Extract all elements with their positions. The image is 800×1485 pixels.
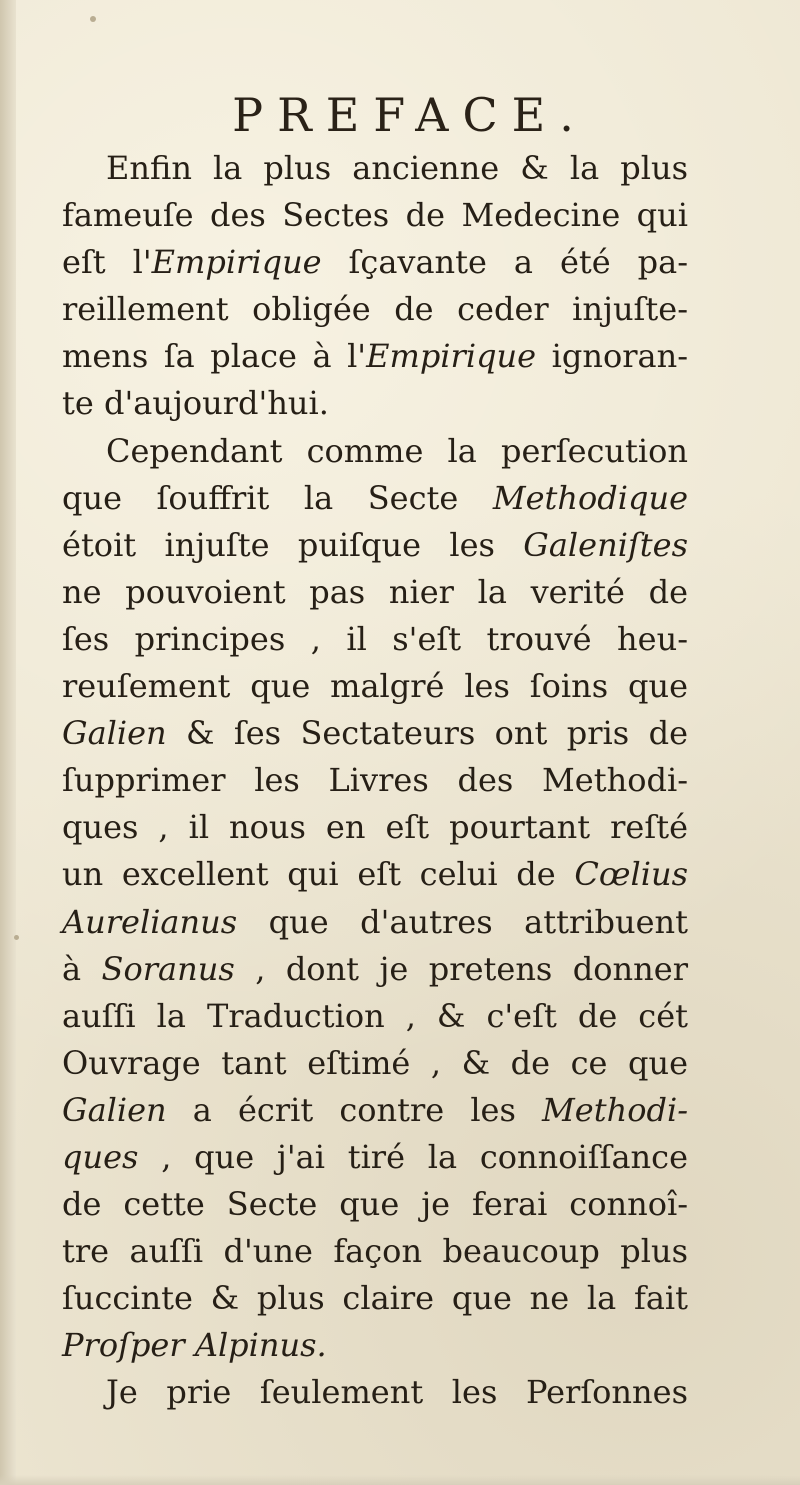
text-line [62, 569, 688, 616]
text-run: Enfin la plus ancienne & la plus [106, 149, 688, 187]
text-run: ignoran- [536, 337, 689, 376]
text-run: a écrit contre les [166, 1090, 543, 1129]
text-run: ne pouvoient pas nier la verité de [62, 572, 688, 611]
paper-speck [90, 16, 96, 22]
text-run: un excellent qui eſt celui de [62, 855, 575, 894]
text-run: Cependant comme la perſecution [106, 431, 688, 470]
text-line [62, 1134, 688, 1181]
text-run: de cette Secte que je ferai connoî- [62, 1185, 688, 1224]
paper-speck [14, 935, 19, 940]
text-line [62, 428, 688, 475]
text-line [62, 804, 688, 851]
text-run: , que j'ai tiré la connoiſſance [138, 1137, 688, 1176]
italic-text: Proſper Alpinus. [62, 1326, 327, 1365]
text-line [62, 1228, 688, 1275]
text-run: auſſi la Traduction , & c'eſt de cét [62, 996, 688, 1035]
text-run: , dont je pretens donner [234, 949, 688, 988]
text-line [62, 380, 688, 427]
page-gutter [0, 0, 16, 1485]
text-line [62, 946, 688, 993]
text-run: ſuccinte & plus claire que ne la fait [62, 1279, 688, 1318]
italic-text: Galeniſtes [523, 525, 688, 564]
italic-text: Galien [62, 1090, 167, 1129]
text-line [62, 1322, 688, 1369]
italic-text: Empirique [366, 337, 537, 376]
page-bottom-edge [0, 1475, 800, 1485]
text-line [62, 333, 688, 380]
text-line [62, 475, 688, 522]
text-line [62, 663, 688, 710]
text-run: que ſouffrit la Secte [62, 478, 493, 517]
text-run: eſt l' [62, 243, 152, 282]
text-run: tre auſſi d'une façon beaucoup plus [62, 1232, 688, 1271]
page-body-text [62, 145, 688, 1417]
text-line [62, 522, 688, 569]
italic-text: ques [62, 1137, 139, 1176]
text-line [62, 851, 688, 898]
text-run: fameuſe des Sectes de Medecine qui [62, 196, 688, 235]
text-run: ſes principes , il s'eſt trouvé heu- [62, 619, 688, 658]
italic-text: Methodi- [542, 1090, 688, 1129]
text-line [62, 710, 688, 757]
text-line [62, 286, 688, 333]
text-line [62, 1087, 688, 1134]
text-line [62, 145, 688, 192]
text-line [62, 993, 688, 1040]
italic-text: Soranus [101, 949, 235, 988]
text-run: que d'autres attribuent [237, 902, 688, 941]
text-run: reuſement que malgré les ſoins que [62, 667, 688, 706]
text-run: mens ſa place à l' [62, 337, 367, 376]
text-run: ques , il nous en eſt pourtant reſté [62, 808, 688, 847]
text-run: à [62, 949, 102, 988]
italic-text: Methodique [492, 478, 688, 517]
running-header: PREFACE. [232, 88, 588, 142]
text-line [62, 616, 688, 663]
text-line [62, 1181, 688, 1228]
text-run: ſçavante a été pa- [321, 243, 689, 282]
text-line [62, 757, 688, 804]
text-run: Ouvrage tant eſtimé , & de ce que [62, 1043, 688, 1082]
text-run: & ſes Sectateurs ont pris de [166, 714, 688, 753]
text-run: reillement obligée de ceder injuſte- [62, 290, 688, 329]
italic-text: Galien [62, 714, 167, 753]
italic-text: Empirique [151, 243, 322, 282]
text-line [62, 239, 688, 286]
italic-text: Cœlius [574, 855, 688, 894]
text-line [62, 1275, 688, 1322]
italic-text: Aurelianus [62, 902, 238, 941]
text-line [62, 192, 688, 239]
text-run: te d'aujourd'hui. [62, 384, 329, 423]
text-run: ſupprimer les Livres des Methodi- [62, 761, 688, 800]
text-line [62, 1040, 688, 1087]
text-line [62, 899, 688, 946]
text-line [62, 1369, 688, 1416]
text-run: étoit injuſte puiſque les [62, 525, 524, 564]
text-run: Je prie ſeulement les Perſonnes [106, 1373, 688, 1412]
